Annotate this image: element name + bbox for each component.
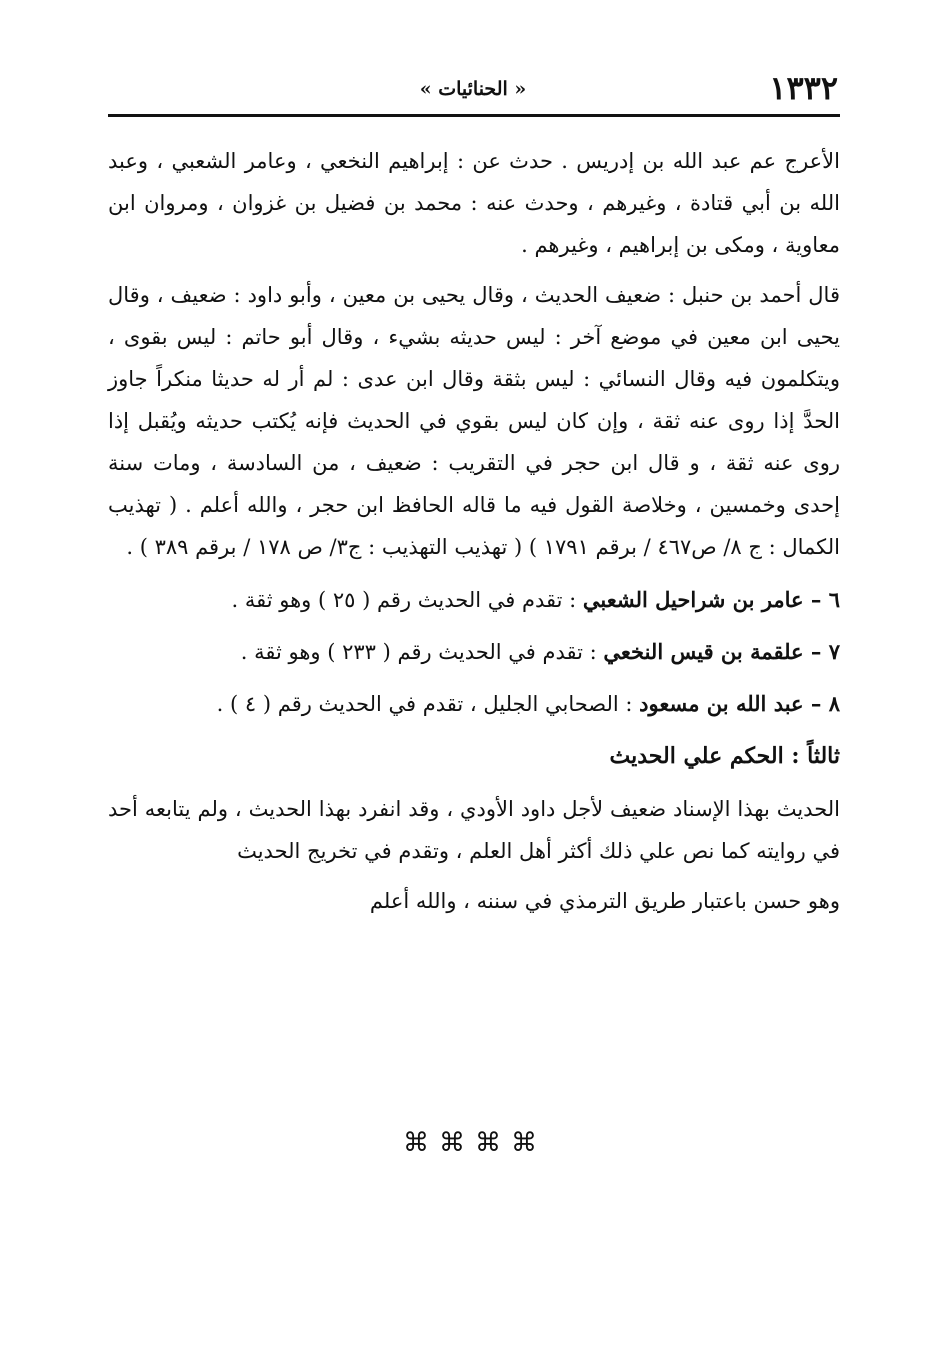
narrator-list <box>108 574 840 730</box>
page-body <box>108 140 840 922</box>
ornament-divider: ⌘⌘⌘⌘ <box>403 1128 547 1158</box>
narrator-name: علقمة بن قيس النخعي <box>603 639 804 664</box>
narrator-number: ٦ <box>828 587 840 612</box>
hadith-ruling-paragraph: الحديث بهذا الإسناد ضعيف لأجل داود الأودي ، وقد انفرد بهذا الحديث ، ولم يتابعه أحد في روايته كما نص علي ذلك أكثر أهل العلم ، وتقدم في تخريج الحديث <box>108 797 840 863</box>
item-separator: – <box>803 691 829 716</box>
narrator-item <box>108 626 840 678</box>
page-number: ١٣٣٢ <box>769 69 838 107</box>
narrator-grading-paragraph: قال أحمد بن حنبل : ضعيف الحديث ، وقال يحيى بن معين ، وأبو داود : ضعيف ، وقال يحيى ابن معين في موضع آخر : ليس حديثه بشيء ، وقال أبو حاتم : ليس بقوى ، ويتكلمون فيه وقال النسائي : ليس بثقة وقال ابن عدى : لم أر له حديثا منكراً جاوز الحدَّ إذا روى عنه ثقة ، وإن كان ليس بقوي في الحديث فإنه يُكتب حديثه ويُقبل إذا روى عنه ثقة ، و قال ابن حجر في التقريب : ضعيف ، من السادسة ، ومات سنة إحدى وخمسين ، وخلاصة القول فيه ما قاله الحافظ ابن حجر ، والله أعلم . ( تهذيب الكمال : ج ٨/ ص٤٦٧ / برقم ١٧٩١ ) ( تهذيب التهذيب : ج٣/ ص ١٧٨ / برقم ٣٨٩ ) . <box>108 283 840 559</box>
narrator-note: : تقدم في الحديث رقم ( ٢٣٣ ) وهو ثقة . <box>240 640 604 664</box>
section-heading: ثالثاً : الحكم علي الحديث <box>609 743 840 769</box>
header-rule <box>108 114 840 117</box>
narrator-item <box>108 574 840 626</box>
page-header <box>108 68 838 114</box>
narrator-number: ٨ <box>828 691 840 716</box>
narrator-item <box>108 678 840 730</box>
narrator-note: : تقدم في الحديث رقم ( ٢٥ ) وهو ثقة . <box>231 588 583 612</box>
narrator-note: : الصحابي الجليل ، تقدم في الحديث رقم ( ٤ ) . <box>216 692 640 716</box>
item-separator: – <box>803 639 829 664</box>
narrator-name: عبد الله بن مسعود <box>639 691 804 716</box>
item-separator: – <box>803 587 829 612</box>
narrator-biography-paragraph: الأعرج عم عبد الله بن إدريس . حدث عن : إبراهيم النخعي ، وعامر الشعبي ، وعبد الله بن أبي قتادة ، وغيرهم ، وحدث عنه : محمد بن فضيل بن غزوان ، ومروان ابن معاوية ، ومكى بن إبراهيم ، وغيرهم . <box>108 149 840 257</box>
narrator-name: عامر بن شراحيل الشعبي <box>582 587 804 612</box>
narrator-number: ٧ <box>828 639 840 664</box>
running-title: « الحنائيات » <box>419 78 527 100</box>
hadith-ruling-closing: وهو حسن باعتبار طريق الترمذي في سننه ، والله أعلم <box>369 889 840 913</box>
